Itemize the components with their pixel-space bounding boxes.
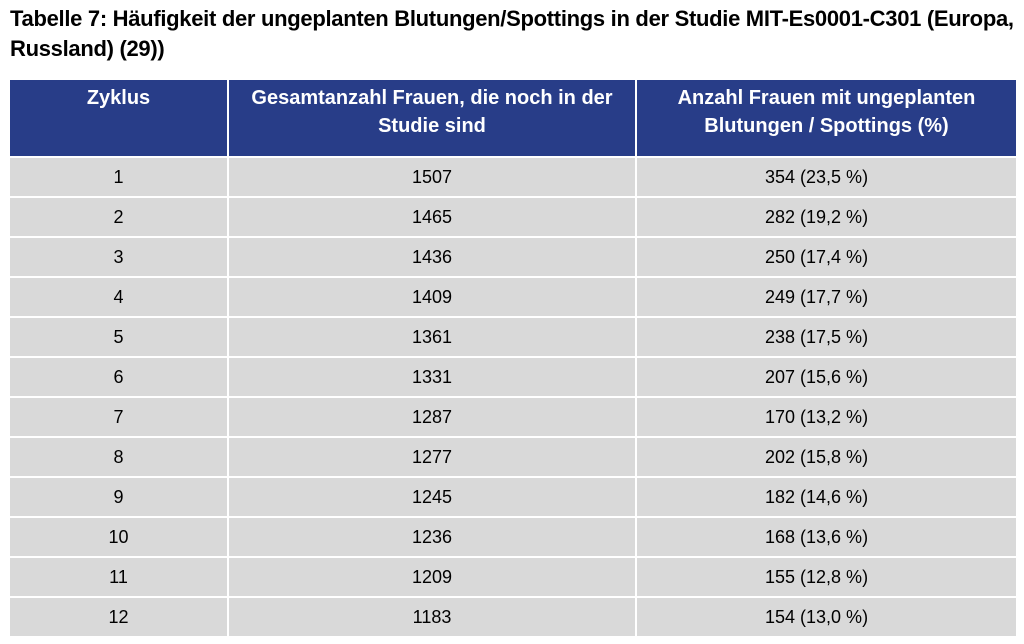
table-row — [10, 437, 1016, 477]
cell-zyklus: 12 — [10, 597, 228, 637]
table-row — [10, 357, 1016, 397]
table-row — [10, 557, 1016, 597]
cell-anzahl-blutungen: 154 (13,0 %) — [636, 597, 1016, 637]
cell-zyklus: 11 — [10, 557, 228, 597]
cell-anzahl-blutungen: 170 (13,2 %) — [636, 397, 1016, 437]
cell-anzahl-blutungen: 282 (19,2 %) — [636, 197, 1016, 237]
cell-gesamtanzahl: 1277 — [228, 437, 636, 477]
column-header-gesamtanzahl: Gesamtanzahl Frauen, die noch in der Studie sind — [228, 80, 636, 157]
cell-gesamtanzahl: 1331 — [228, 357, 636, 397]
cell-zyklus: 2 — [10, 197, 228, 237]
cell-anzahl-blutungen: 250 (17,4 %) — [636, 237, 1016, 277]
table-header-row — [10, 80, 1016, 157]
table-row — [10, 237, 1016, 277]
table-row — [10, 317, 1016, 357]
cell-gesamtanzahl: 1236 — [228, 517, 636, 557]
cell-zyklus: 4 — [10, 277, 228, 317]
table-caption: Tabelle 7: Häufigkeit der ungeplanten Blutungen/Spottings in der Studie MIT-Es0001-C301 (Europa, Russland) (29)) — [10, 6, 1014, 61]
cell-gesamtanzahl: 1361 — [228, 317, 636, 357]
cell-gesamtanzahl: 1436 — [228, 237, 636, 277]
table-row — [10, 397, 1016, 437]
bleeding-frequency-table — [10, 80, 1016, 638]
cell-anzahl-blutungen: 168 (13,6 %) — [636, 517, 1016, 557]
cell-zyklus: 1 — [10, 157, 228, 197]
cell-anzahl-blutungen: 207 (15,6 %) — [636, 357, 1016, 397]
cell-gesamtanzahl: 1507 — [228, 157, 636, 197]
table-row — [10, 597, 1016, 637]
cell-gesamtanzahl: 1465 — [228, 197, 636, 237]
cell-gesamtanzahl: 1409 — [228, 277, 636, 317]
cell-anzahl-blutungen: 354 (23,5 %) — [636, 157, 1016, 197]
cell-zyklus: 5 — [10, 317, 228, 357]
cell-zyklus: 6 — [10, 357, 228, 397]
cell-anzahl-blutungen: 182 (14,6 %) — [636, 477, 1016, 517]
cell-gesamtanzahl: 1287 — [228, 397, 636, 437]
cell-gesamtanzahl: 1183 — [228, 597, 636, 637]
column-header-anzahl-blutungen: Anzahl Frauen mit ungeplanten Blutungen / Spottings (%) — [636, 80, 1016, 157]
cell-anzahl-blutungen: 202 (15,8 %) — [636, 437, 1016, 477]
cell-zyklus: 10 — [10, 517, 228, 557]
cell-gesamtanzahl: 1245 — [228, 477, 636, 517]
cell-zyklus: 3 — [10, 237, 228, 277]
cell-zyklus: 9 — [10, 477, 228, 517]
cell-zyklus: 8 — [10, 437, 228, 477]
table-row — [10, 197, 1016, 237]
cell-zyklus: 7 — [10, 397, 228, 437]
cell-anzahl-blutungen: 238 (17,5 %) — [636, 317, 1016, 357]
cell-anzahl-blutungen: 155 (12,8 %) — [636, 557, 1016, 597]
cell-anzahl-blutungen: 249 (17,7 %) — [636, 277, 1016, 317]
table-row — [10, 157, 1016, 197]
table-body — [10, 157, 1016, 637]
data-table-container — [10, 80, 1016, 638]
cell-gesamtanzahl: 1209 — [228, 557, 636, 597]
table-row — [10, 517, 1016, 557]
table-row — [10, 477, 1016, 517]
table-row — [10, 277, 1016, 317]
column-header-zyklus: Zyklus — [10, 80, 228, 157]
